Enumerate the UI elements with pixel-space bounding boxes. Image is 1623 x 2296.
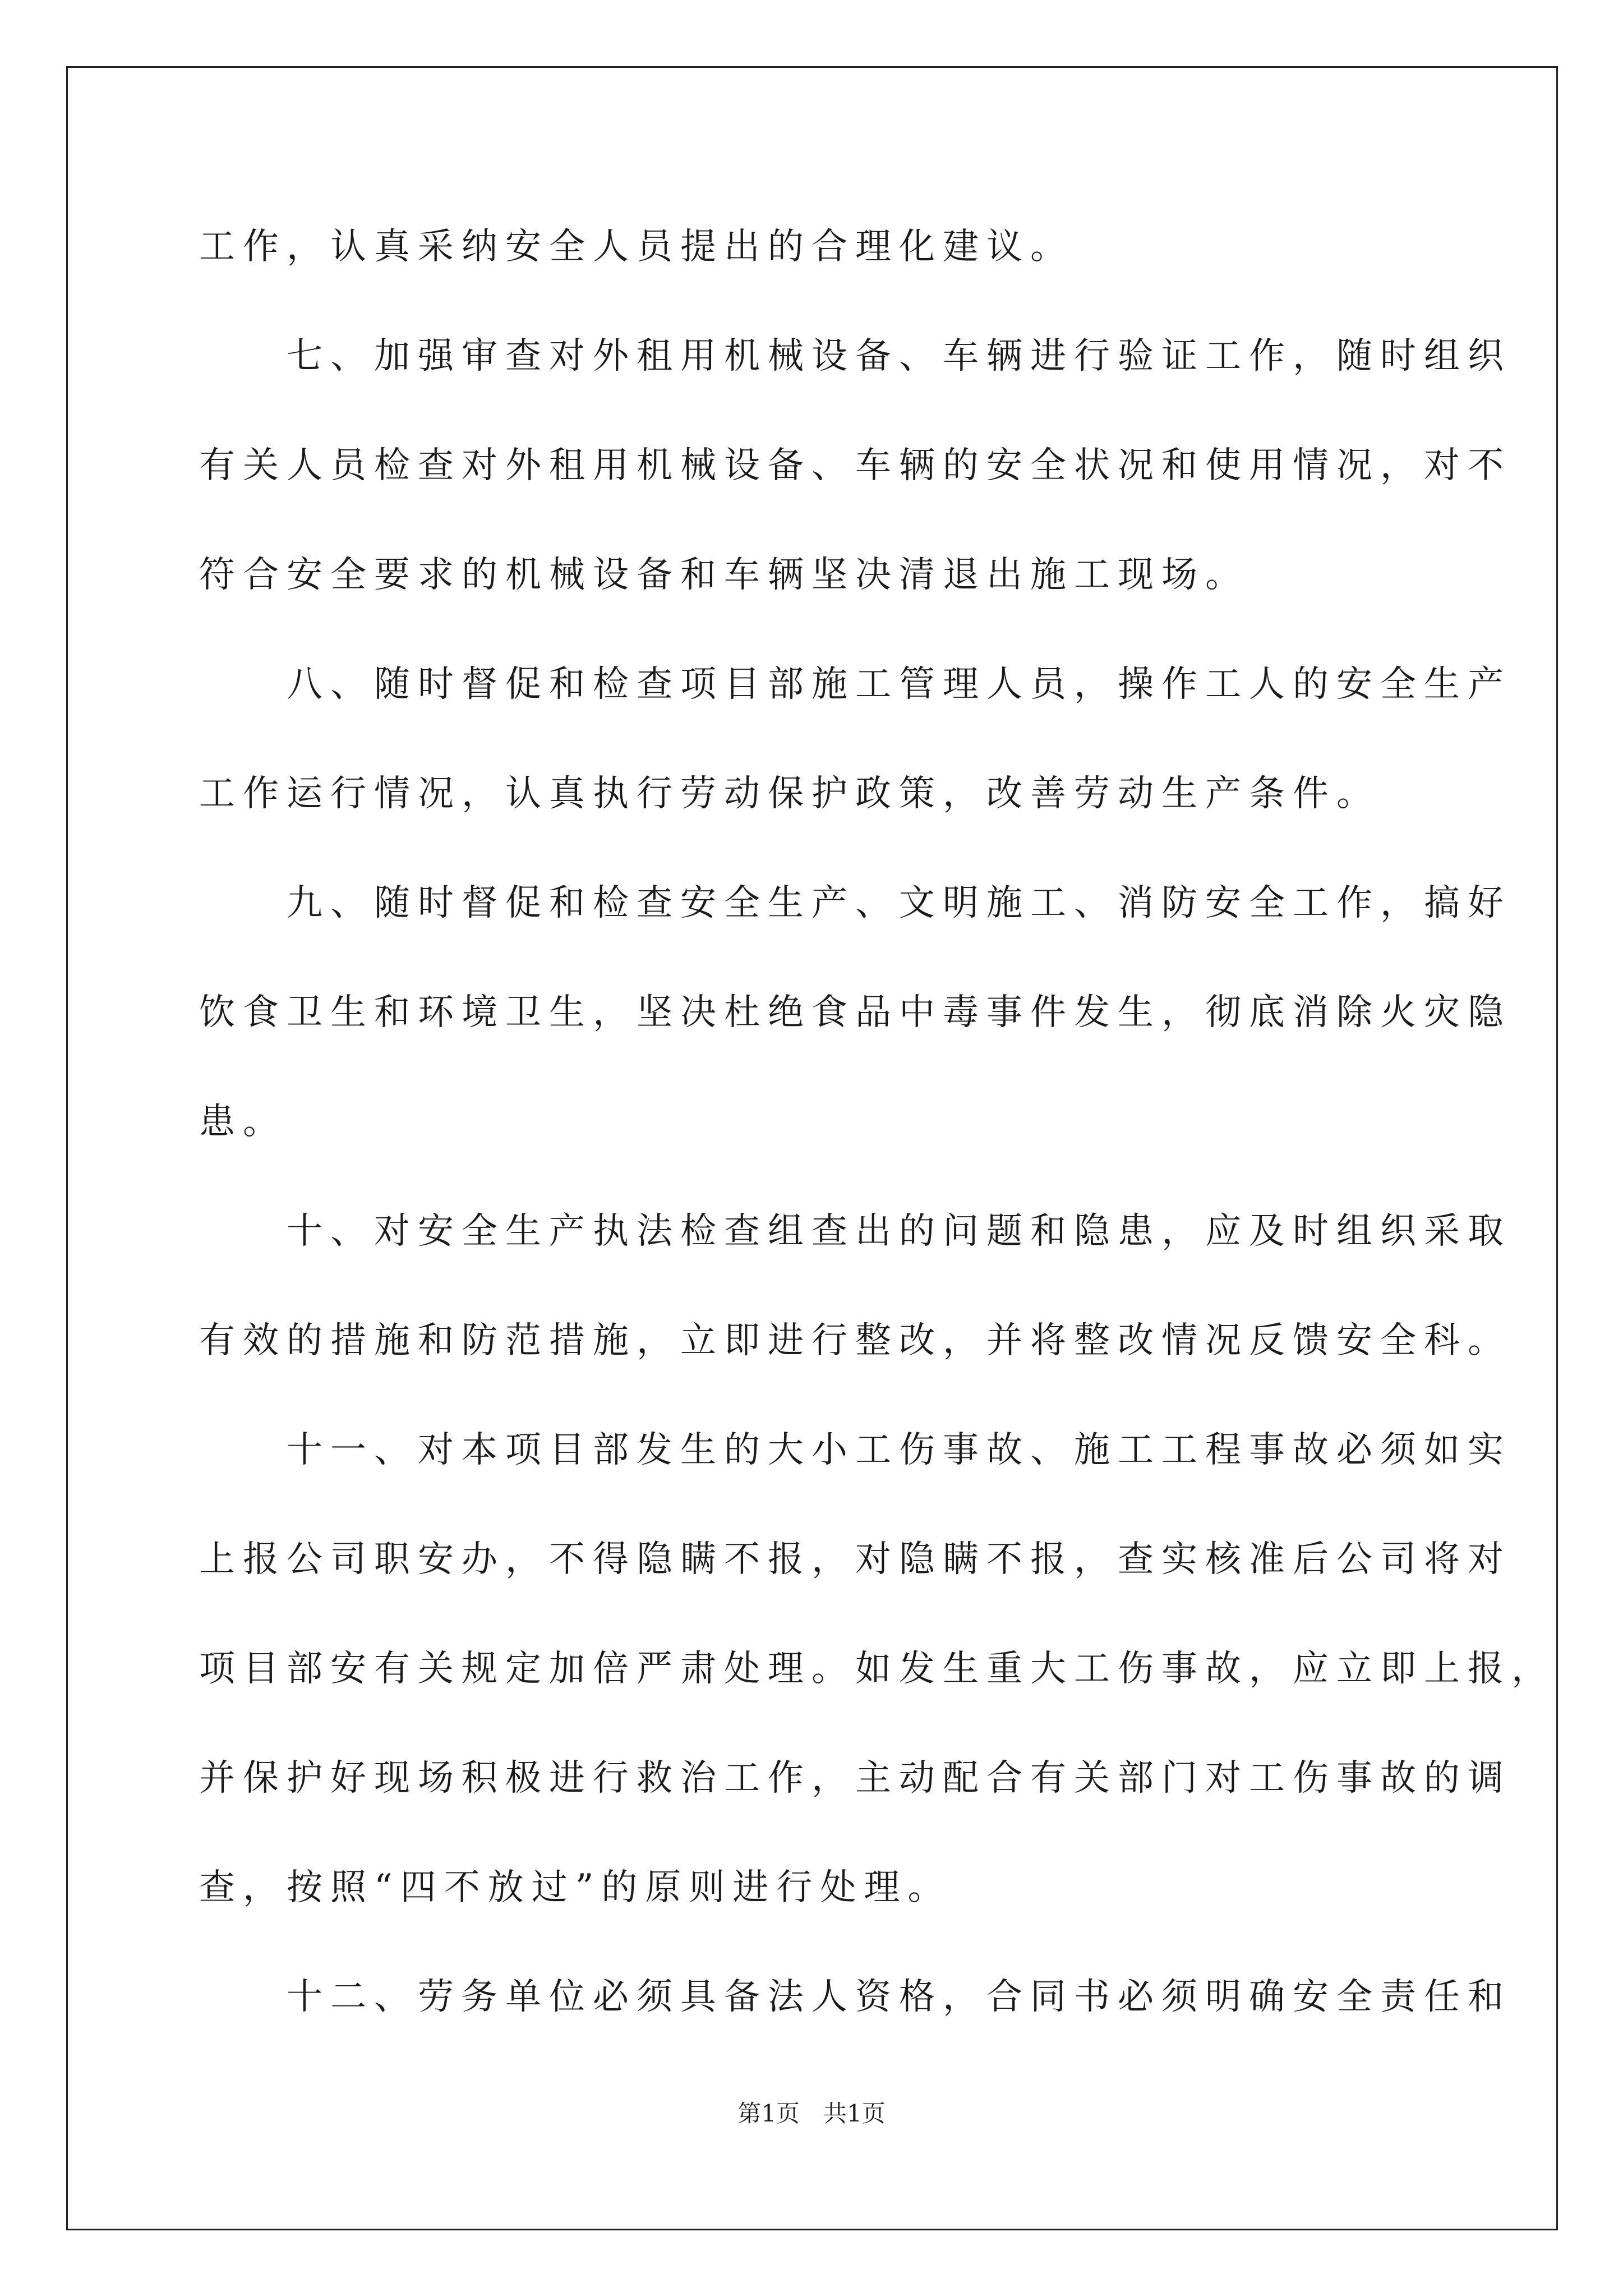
text-line: 十、对安全生产执法检查组查出的问题和隐患，应及时组织采取	[199, 1211, 1511, 1252]
text-line: 有效的措施和防范措施，立即进行整改，并将整改情况反馈安全科。	[199, 1320, 1511, 1361]
text-line: 十二、劳务单位必须具备法人资格，合同书必须明确安全责任和	[199, 1976, 1511, 2018]
text-line: 上报公司职安办，不得隐瞒不报，对隐瞒不报，查实核准后公司将对	[199, 1539, 1511, 1580]
text-line: 患。	[199, 1101, 287, 1143]
text-line: 八、随时督促和检查项目部施工管理人员，操作工人的安全生产	[199, 664, 1511, 705]
text-line: 工作，认真采纳安全人员提出的合理化建议。	[199, 226, 1074, 268]
text-line: 饮食卫生和环境卫生，坚决杜绝食品中毒事件发生，彻底消除火灾隐	[199, 992, 1511, 1033]
text-line: 七、加强审查对外租用机械设备、车辆进行验证工作，随时组织	[199, 335, 1511, 377]
text-line: 有关人员检查对外租用机械设备、车辆的安全状况和使用情况，对不	[199, 445, 1511, 486]
text-line: 查，按照“四不放过”的原则进行处理。	[199, 1867, 952, 1908]
text-line: 九、随时督促和检查安全生产、文明施工、消防安全工作，搞好	[199, 882, 1511, 924]
text-line: 符合安全要求的机械设备和车辆坚决清退出施工现场。	[199, 554, 1249, 596]
page-number: 第1页 共1页	[737, 2100, 886, 2127]
text-line: 项目部安有关规定加倍严肃处理。如发生重大工伤事故，应立即上报，	[199, 1648, 1555, 1690]
text-line: 工作运行情况，认真执行劳动保护政策，改善劳动生产条件。	[199, 773, 1380, 815]
text-line: 并保护好现场积极进行救治工作，主动配合有关部门对工伤事故的调	[199, 1757, 1511, 1799]
text-line: 十一、对本项目部发生的大小工伤事故、施工工程事故必须如实	[199, 1429, 1511, 1471]
